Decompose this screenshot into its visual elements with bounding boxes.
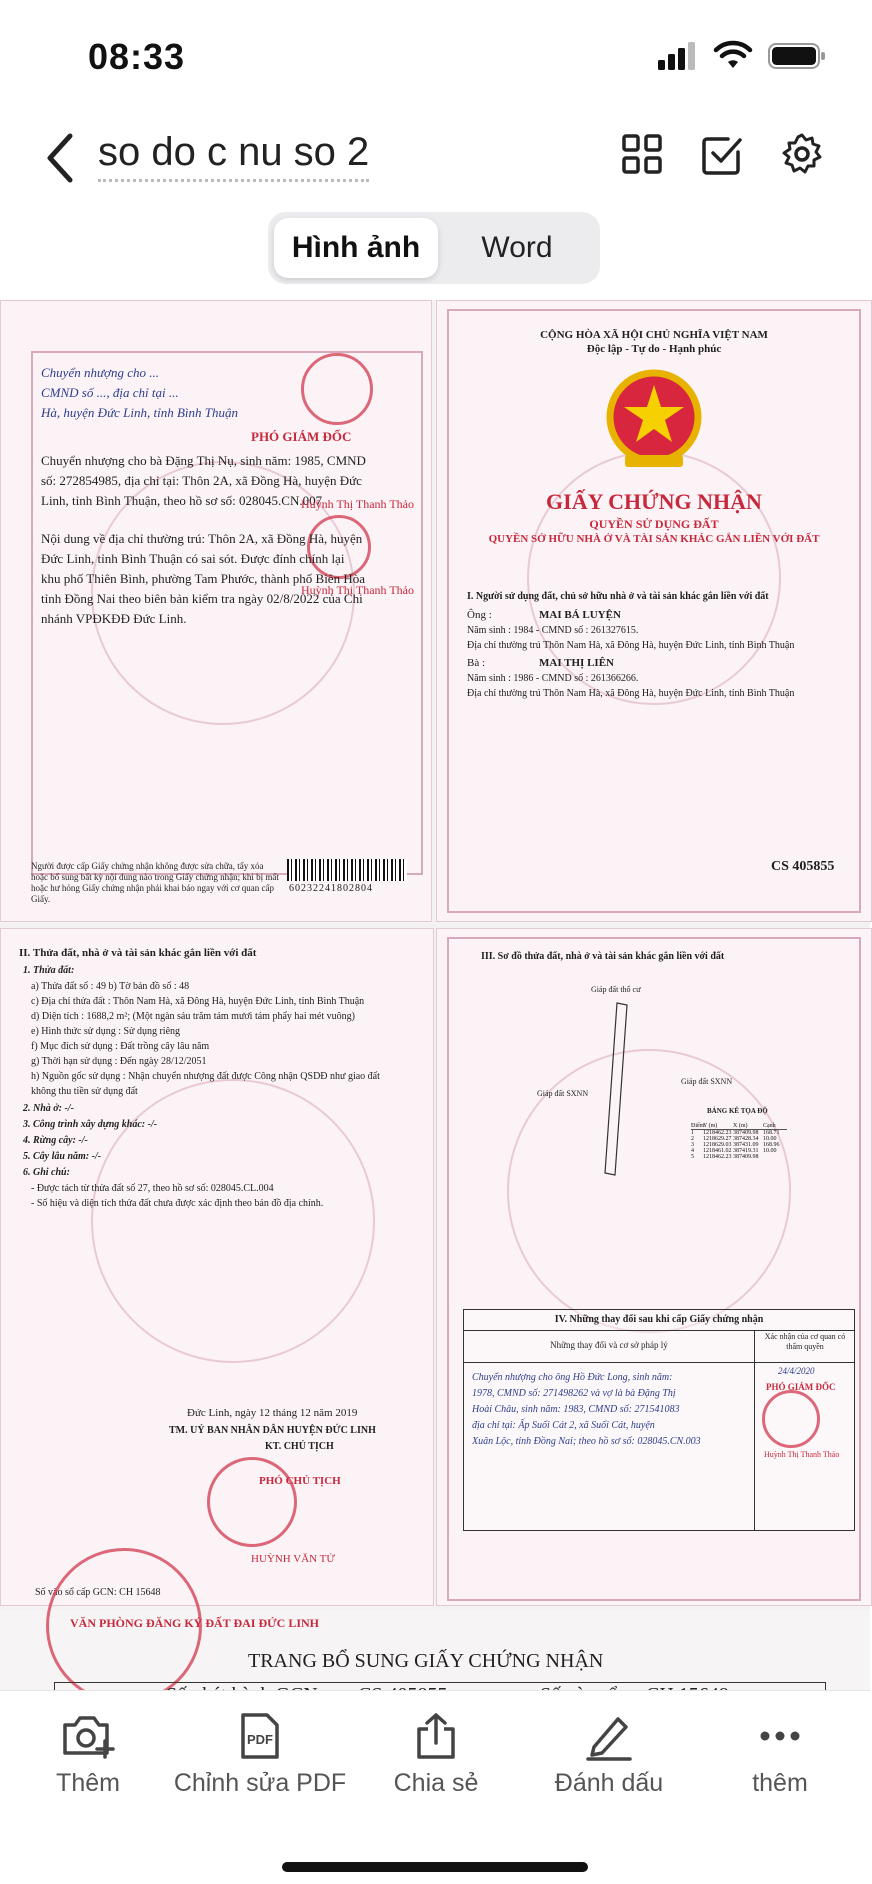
more-label: thêm [752, 1769, 808, 1797]
page3-line: 2. Nhà ở: -/- [23, 1103, 74, 1114]
page3-line: 1. Thửa đất: [23, 965, 75, 976]
status-time: 08:33 [88, 36, 186, 77]
page3-line: 3. Công trình xây dựng khác: -/- [23, 1119, 158, 1130]
back-chevron-icon[interactable] [40, 128, 80, 188]
page3-line: 5. Cây lâu năm: -/- [23, 1151, 102, 1162]
settings-gear-icon[interactable] [780, 132, 824, 176]
home-indicator[interactable] [282, 1862, 588, 1872]
coord-row: 1 1218462.23 387409.98 168.71 [691, 1130, 780, 1136]
share-icon [411, 1711, 461, 1761]
share-label: Chia sẻ [393, 1769, 479, 1797]
signer-name: Huỳnh Thị Thanh Thảo [301, 497, 414, 511]
coord-table [691, 1123, 787, 1160]
coord-head: Cạnh [763, 1123, 776, 1129]
coord-row: 3 1218629.03 387431.09 168.96 [691, 1142, 780, 1148]
section-heading: II. Thửa đất, nhà ở và tài sản khác gắn liền với đất [19, 947, 257, 959]
owner-label: Ông : [467, 609, 492, 621]
national-emblem-icon [595, 365, 713, 473]
nation-motto: Độc lập - Tự do - Hạnh phúc [586, 343, 722, 355]
change-entry: 1978, CMND số: 271498262 và vợ là bà Đặng Thị [472, 1388, 676, 1399]
issuing-org: TM. UỶ BAN NHÂN DÂN HUYỆN ĐỨC LINH [169, 1425, 376, 1436]
barcode-number: 60232241802804 [289, 883, 373, 894]
cert-page-1 [0, 300, 432, 922]
col-header: Những thay đổi và cơ sở pháp lý [550, 1340, 668, 1350]
bottom-toolbar [0, 1690, 870, 1884]
page1-line: số: 272854985, địa chỉ tại: Thôn 2A, xã Đồng Hà, huyện Đức [41, 473, 362, 488]
stamp-title: PHÓ GIÁM ĐỐC [251, 429, 352, 444]
coord-row: 5 1218462.23 387409.98 [691, 1154, 759, 1160]
owner-address: Địa chỉ thường trú Thôn Nam Hà, xã Đông Hà, huyện Đức Linh, tỉnh Bình Thuận [467, 688, 795, 699]
change-entry: Xuân Lộc, tỉnh Đồng Nai; theo hồ sơ số: 028045.CN.003 [472, 1436, 701, 1447]
markup-label: Đánh dấu [554, 1769, 664, 1797]
markup-button[interactable] [546, 1711, 672, 1798]
page3-line: không thu tiền sử dụng đất [31, 1086, 138, 1097]
changes-table [463, 1309, 855, 1531]
edit-pdf-label: Chỉnh sửa PDF [173, 1769, 347, 1797]
office-stamp [307, 515, 371, 579]
cert-subtitle: QUYỀN SỞ HỮU NHÀ Ở VÀ TÀI SẢN KHÁC GẮN LIỀN VỚI ĐẤT [488, 533, 820, 545]
change-entry: Hoài Châu, sinh năm: 1983, CMND số: 271541083 [472, 1404, 680, 1415]
signal-icon [658, 42, 698, 70]
owner-name: MAI THỊ LIÊN [539, 657, 614, 669]
page3-line: d) Diện tích : 1688,2 m²; (Một ngàn sáu trăm tám mươi tám phẩy hai mét vuông) [31, 1011, 355, 1022]
view-toggle [268, 212, 600, 284]
wifi-icon [714, 42, 752, 70]
owner-label: Bà : [467, 657, 486, 669]
cert-page-4 [436, 928, 872, 1606]
confirm-signer: Huỳnh Thị Thanh Thảo [764, 1450, 840, 1459]
edit-pdf-button[interactable] [170, 1711, 350, 1798]
pen-mark-icon [584, 1711, 634, 1761]
signer-name: HUỲNH VĂN TỬ [251, 1553, 335, 1565]
page3-line: g) Thời hạn sử dụng : Đến ngày 28/12/2051 [31, 1056, 207, 1067]
border-label: Giáp đất thổ cư [591, 985, 641, 994]
cert-subtitle: QUYỀN SỬ DỤNG ĐẤT [589, 517, 719, 531]
svg-text:PDF: PDF [247, 1732, 273, 1747]
changes-title: IV. Những thay đổi sau khi cấp Giấy chứng nhận [554, 1314, 764, 1325]
office-stamp [762, 1390, 820, 1448]
cert-title: GIẤY CHỨNG NHẬN [546, 489, 762, 514]
more-dots-icon [755, 1711, 805, 1761]
page3-line: 6. Ghi chú: [23, 1167, 70, 1178]
page3-line: c) Địa chỉ thửa đất : Thôn Nam Hà, xã Đông Hà, huyện Đức Linh, tỉnh Bình Thuận [31, 996, 365, 1007]
coord-row: 4 1218461.02 387419.31 10.00 [691, 1148, 777, 1154]
page1-line: Linh, tỉnh Bình Thuận, theo hồ sơ số: 028045.CN.007 [41, 493, 323, 508]
page1-line: nhánh VPĐKĐĐ Đức Linh. [41, 611, 187, 626]
signer-name: Huỳnh Thị Thanh Thảo [301, 583, 414, 597]
page3-line: 4. Rừng cây: -/- [23, 1135, 88, 1146]
page3-line: h) Nguồn gốc sử dụng : Nhận chuyển nhượng đất được Công nhận QSDĐ như giao đất [31, 1071, 380, 1082]
handwritten-note: Chuyển nhượng cho ... [41, 365, 160, 380]
status-bar [0, 0, 870, 110]
serial-number: CS 405855 [771, 859, 835, 874]
header-bar [0, 120, 870, 200]
cert-page-5 [0, 1610, 870, 1690]
page1-line: Nội dung về địa chỉ thường trú: Thôn 2A, xã Đồng Hà, huyện [41, 531, 363, 546]
committee-stamp [207, 1457, 297, 1547]
stamp-text: VĂN PHÒNG ĐĂNG KÝ ĐẤT ĐAI ĐỨC LINH [70, 1616, 320, 1630]
battery-icon [768, 42, 826, 70]
parcel-sketch [587, 999, 637, 1179]
border-label: Giáp đất SXNN [681, 1077, 733, 1086]
kt-title: KT. CHỦ TỊCH [265, 1441, 334, 1452]
footer-note: Người được cấp Giấy chứng nhận không được sửa chữa, tẩy xóa hoặc bổ sung bất kỳ nội dung nào trong Giấy chứng nhận; khi bị mất hoặc hư hỏng Giấy chứng nhận phải khai báo ngay với cơ quan cấp Giấy. [31, 861, 279, 904]
section-heading: III. Sơ đồ thửa đất, nhà ở và tài sản khác gắn liền với đất [481, 951, 725, 962]
tab-image[interactable]: Hình ảnh [274, 218, 438, 278]
page1-line: tỉnh Đồng Nai theo biên bản kiểm tra ngày 02/8/2022 của Chi [41, 591, 363, 606]
cert-page-2 [436, 300, 872, 922]
tab-word[interactable]: Word [481, 231, 553, 264]
pdf-edit-icon [235, 1711, 285, 1761]
handwritten-note: Hà, huyện Đức Linh, tỉnh Bình Thuận [41, 405, 239, 420]
add-button[interactable] [38, 1711, 138, 1798]
owner-birth: Năm sinh : 1984 - CMND số : 261327615. [467, 625, 639, 636]
more-button[interactable] [730, 1711, 830, 1798]
owner-address: Địa chỉ thường trú Thôn Nam Hà, xã Đông Hà, huyện Đức Linh, tỉnh Bình Thuận [467, 640, 795, 651]
document-title[interactable]: so do c nu so 2 [98, 130, 369, 182]
page3-line: e) Hình thức sử dụng : Sử dụng riêng [31, 1026, 181, 1037]
page3-line: f) Mục đích sử dụng : Đất trồng cây lâu năm [31, 1041, 210, 1052]
document-preview[interactable] [0, 300, 870, 1690]
page1-line: Chuyển nhượng cho bà Đặng Thị Nụ, sinh năm: 1985, CMND [41, 453, 366, 468]
grid-view-icon[interactable] [620, 132, 664, 176]
coord-title: BẢNG KÊ TỌA ĐỘ [707, 1107, 768, 1115]
supplement-title: TRANG BỔ SUNG GIẤY CHỨNG NHẬN [248, 1650, 604, 1672]
add-button-label: Thêm [56, 1769, 120, 1797]
coord-row: 2 1218629.27 387428.34 10.00 [691, 1136, 777, 1142]
page1-line: Đức Linh, tỉnh Bình Thuận có sai sót. Được đính chính lại [41, 551, 345, 566]
coord-head: Y (m) [703, 1123, 718, 1129]
border-label: Giáp đất SXNN [537, 1089, 589, 1098]
status-icons [658, 42, 826, 70]
page3-line: a) Thửa đất số : 49 b) Tờ bản đồ số : 48 [31, 981, 190, 992]
vice-title: PHÓ CHỦ TỊCH [259, 1475, 341, 1487]
owner-birth: Năm sinh : 1986 - CMND số : 261366266. [467, 673, 639, 684]
coord-head: X (m) [733, 1123, 748, 1129]
nation-name: CỘNG HÒA XÃ HỘI CHỦ NGHĨA VIỆT NAM [540, 329, 768, 341]
col-header: Xác nhận của cơ quan có thẩm quyền [764, 1332, 846, 1351]
coord-head: Điểm [691, 1123, 705, 1129]
section-heading: I. Người sử dụng đất, chủ sở hữu nhà ở và tài sản khác gắn liền với đất [467, 591, 769, 602]
change-entry: địa chỉ tại: Ấp Suối Cát 2, xã Suối Cát, huyện [472, 1420, 655, 1431]
confirm-title: PHÓ GIÁM ĐỐC [766, 1382, 836, 1392]
cert-page-3 [0, 928, 434, 1606]
handwritten-note: CMND số ..., địa chỉ tại ... [41, 385, 179, 400]
issue-date: Đức Linh, ngày 12 tháng 12 năm 2019 [187, 1407, 358, 1419]
page3-line: - Được tách từ thửa đất số 27, theo hồ sơ số: 028045.CL.004 [31, 1183, 274, 1194]
select-check-icon[interactable] [700, 132, 744, 176]
barcode [287, 859, 407, 881]
book-number: Số vào sổ cấp GCN: CH 15648 [35, 1587, 161, 1598]
owner-name: MAI BÁ LUYỆN [539, 609, 621, 621]
camera-plus-icon [61, 1711, 115, 1761]
change-entry: Chuyển nhượng cho ông Hồ Đức Long, sinh năm: [472, 1372, 673, 1383]
confirm-date: 24/4/2020 [778, 1366, 815, 1376]
office-stamp [301, 353, 373, 425]
page3-line: - Số hiệu và diện tích thửa đất chưa được xác định theo bản đồ địa chính. [31, 1198, 324, 1209]
share-button[interactable] [386, 1711, 486, 1798]
page1-line: khu phố Thiên Bình, phường Tam Phước, thành phố Biên Hòa [41, 571, 365, 586]
